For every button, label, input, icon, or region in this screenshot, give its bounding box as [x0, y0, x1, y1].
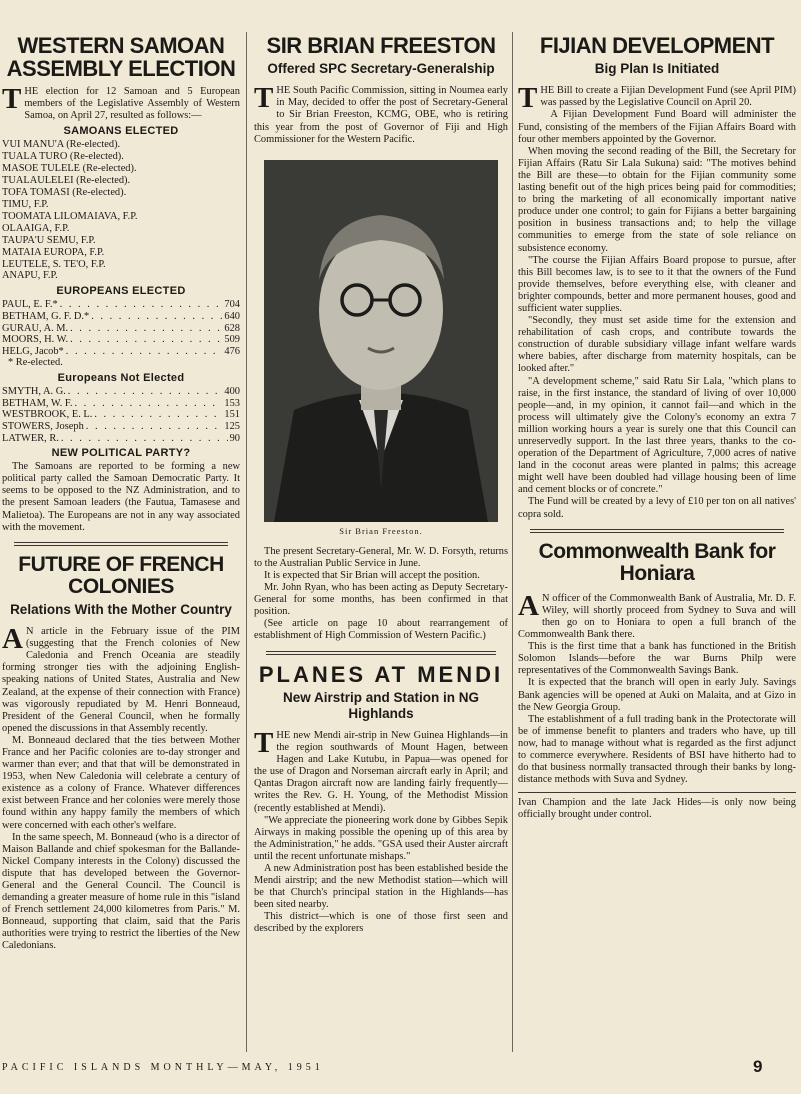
samoan-member: MATAIA EUROPA, F.P. — [2, 246, 105, 258]
vote-count: 400 — [224, 386, 240, 398]
page-footer: PACIFIC ISLANDS MONTHLY—MAY, 1951 — [2, 1062, 324, 1073]
freeston-para-2: It is expected that Sir Brian will accept the position. — [264, 569, 480, 581]
mendi-subhead: New Airstrip and Station in NG Highlands — [282, 689, 479, 721]
europeans-not-elected-list — [2, 386, 240, 444]
freeston-para-3: Mr. John Ryan, who has been acting as Deputy Secretary-General for some months, has been confirmed in that position. — [254, 582, 508, 618]
bank-para-1 — [518, 589, 796, 641]
mendi-headline: PLANES AT MENDI — [258, 661, 504, 687]
mendi-continuation: Ivan Champion and the late Jack Hides—is only now being officially brought under control. — [518, 797, 796, 821]
candidate-name: GURAU, A. M. — [2, 322, 69, 334]
bank-para-1-text: N officer of the Commonwealth Bank of Australia, Mr. D. F. Wiley, will shortly proceed from Sydney to Suva and will then go on to Honiara to open a full branch of the Commonwealth Bank there. — [518, 592, 796, 641]
freeston-para-1: The present Secretary-General, Mr. W. D. Forsyth, returns to the Australian Public Service in June. — [254, 545, 508, 569]
vote-count: 151 — [224, 409, 240, 421]
french-para-1 — [2, 623, 240, 735]
portrait-caption: Sir Brian Freeston. — [339, 525, 423, 536]
freeston-intro-text: HE South Pacific Commission, sitting in Noumea early in May, decided to offer the post of Secretary-General to Sir Brian Freeston, KCMG, OBE, who is retiring this year from the post of Governor of Fiji and High Commissioner for the Western Pacific. — [254, 85, 508, 145]
vote-count: 640 — [224, 310, 240, 322]
fiji-para-7: The Fund will be created by a levy of £10 per ton on all natives' copra sold. — [518, 496, 796, 520]
not-elected-heading: Europeans Not Elected — [57, 372, 185, 385]
european-elected-row — [2, 299, 240, 311]
portrait-illustration — [264, 160, 498, 522]
mendi-para-3: A new Administration post has been established beside the Mendi airstrip; and the new Methodist station—which will be that Church's principal station in the Highlands—has been sited nearby. — [254, 863, 508, 911]
candidate-name: HELG, Jacob* — [2, 345, 64, 357]
samoans-elected-heading: SAMOANS ELECTED — [63, 125, 179, 138]
european-not-elected-row — [2, 421, 240, 433]
column-middle — [254, 32, 508, 1064]
divider — [518, 792, 796, 793]
leader-dots — [61, 433, 228, 445]
party-heading: NEW POLITICAL PARTY? — [51, 447, 191, 460]
page-number: 9 — [753, 1057, 763, 1076]
european-not-elected-row — [2, 398, 240, 410]
candidate-name: LATWER, R. — [2, 432, 59, 444]
candidate-name: BETHAM, G. F. D.* — [2, 310, 90, 322]
bank-dropcap: A — [518, 589, 539, 622]
mendi-para-4: This district—which is one of those first seen and described by the explorers — [254, 911, 508, 935]
samoa-intro — [2, 83, 240, 122]
candidate-name: SMYTH, A. G. — [2, 386, 66, 398]
fiji-para-5: "Secondly, they must set aside time for the extension and rehabilitation of cash crops, and contribute towards the construction of durable subsidiary village infant welfare wards where babies, after discharge from maternity hospitals, can be looked after." — [518, 315, 796, 375]
party-text: The Samoans are reported to be forming a new political party called the Samoan Democratic Party. It seems to be opposed to the NZ Administration, and to the present Samoan leaders (the Fautua, Tamasese and Malietoa). The Europeans are not in any way associated with the movement. — [2, 461, 240, 533]
leader-dots — [74, 398, 222, 410]
divider — [266, 651, 496, 655]
vote-count: 153 — [224, 397, 240, 409]
fiji-para-6: "A development scheme," said Ratu Sir Lala, "which plans to raise, in the first instance, the standard of living of over 10,000 people—and, in my opinion, it cannot fail—and which in the process will ultimately give the Colony's economy an extra 7 million working hours a year is surely one that this Council can unreservedly support. In the last three years, thanks to the co-operation of the Department of Agriculture, 7,000 acres of native land in the coconut areas were planted in palms; this acreage might well have been doubled had village housing been of lime and cement blocks or of concrete." — [518, 375, 796, 496]
samoan-member: TOOMATA LILOMAIAVA, F.P. — [2, 210, 138, 222]
leader-dots — [60, 299, 223, 311]
freeston-subhead: Offered SPC Secretary-Generalship — [267, 61, 495, 77]
fiji-para-3: When moving the second reading of the Bill, the Secretary for Fijian Affairs (Ratu Sir Lala Sukuna) said: "The motives behind the Bill are these—to obtain for the Fijian community some lasting benefit out of the high prices being paid for commodities; to bring the marketing of all economically important native produce under one control; to gain for Fijians a better bargaining position in business transactions and; to help the village communities to emerge from the state of sole reliance on subsistence economy. — [518, 145, 796, 254]
french-para-2: M. Bonneaud declared that the ties between Mother France and her Pacific colonies are to-day stronger and warmer than ever; and that that will be demonstrated in 1953, when New Caledonia will celebrate a century of existence as a colony of France. Whatever differences exist between France and her colonies were merely those found within any happy family the members of which were concerned with each other's welfare. — [2, 734, 240, 831]
samoa-headline: WESTERN SAMOAN ASSEMBLY ELECTION — [6, 33, 236, 82]
candidate-name: PAUL, E. F.* — [2, 299, 58, 311]
samoan-member: TUALAULELEI (Re-elected). — [2, 175, 131, 187]
samoan-member: TUALA TURO (Re-elected). — [2, 151, 124, 163]
vote-count: 704 — [224, 299, 240, 311]
divider — [530, 529, 784, 533]
mendi-dropcap: T — [254, 726, 274, 759]
leader-dots — [91, 311, 222, 323]
samoan-member: TAUPA'U SEMU, F.P. — [2, 234, 96, 246]
fiji-subhead: Big Plan Is Initiated — [594, 61, 720, 77]
vote-count: 125 — [224, 421, 240, 432]
french-subhead: Relations With the Mother Country — [10, 601, 232, 617]
vote-count: 628 — [224, 322, 240, 334]
european-elected-row — [2, 311, 240, 323]
fiji-para-4: "The course the Fijian Affairs Board propose to pursue, after this Bill becomes law, is to see to it that the owners of the Fund provide themselves, before everything else, with cleaner and brighter compounds, better and more permanent houses, good and sufficient water supplies. — [518, 254, 796, 314]
fiji-para-1-text: HE Bill to create a Fijian Development Fund (see April PIM) was passed by the Legislative Council on April 20. — [540, 85, 796, 109]
divider — [14, 542, 228, 546]
freeston-intro — [254, 82, 508, 145]
leader-dots — [70, 334, 222, 346]
french-headline: FUTURE OF FRENCH COLONIES — [18, 552, 224, 598]
column-divider — [512, 32, 513, 1052]
fiji-dropcap: T — [518, 82, 538, 115]
bank-para-4: The establishment of a full trading bank in the Protectorate will be of immense benefit to planters and traders who have, up till now, had to manage without what is regarded as the first adjunct to commerce everywhere. Residents of BSI have hitherto had to do that business normally transacted through their banks by long-distance methods with Suva and Sydney. — [518, 713, 796, 786]
mendi-para-2: "We appreciate the pioneering work done by Gibbes Sepik Airways in making possible the opening up of this area by the Administration," he adds. "GSA used their Auster aircraft until the recent unfortunate mishaps." — [254, 814, 508, 862]
column-right — [518, 32, 796, 1064]
candidate-name: MOORS, H. W. — [2, 334, 69, 346]
freeston-headline: SIR BRIAN FREESTON — [266, 33, 496, 58]
samoan-member: TIMU, F.P. — [2, 199, 49, 210]
europeans-elected-heading: EUROPEANS ELECTED — [56, 285, 186, 298]
samoan-member: ANAPU, F.P. — [2, 270, 58, 282]
leader-dots — [86, 421, 223, 433]
french-dropcap: A — [2, 623, 23, 656]
french-para-3: In the same speech, M. Bonneaud (who is a director of Maison Ballande and chief spokesman for the Ballande-Nickel Company interests in the Colony) discussed the dispute that has developed between the Governor-General and the General Council. The Council is demanding a greater measure of home rule in this "island of French settlement 24,000 kilometres from Paris." M. Bonneaud, supporting that claim, said that the Paris authorities were trying to restrict the liberties of the New Caledonians. — [2, 831, 240, 952]
samoa-intro-text: HE election for 12 Samoan and 5 European members of the Legislative Assembly of Western Samoa, on April 27, resulted as follows:— — [24, 86, 240, 122]
european-elected-row — [2, 323, 240, 335]
freeston-dropcap: T — [254, 82, 274, 115]
samoan-member: TOFA TOMASI (Re-elected). — [2, 187, 127, 199]
european-elected-row — [2, 334, 240, 346]
vote-count: 90 — [229, 432, 240, 444]
samoans-list — [2, 139, 240, 282]
samoa-dropcap: T — [2, 83, 22, 116]
european-not-elected-row — [2, 409, 240, 421]
candidate-name: BETHAM, W. F. — [2, 397, 73, 409]
vote-count: 509 — [224, 334, 240, 346]
leader-dots — [68, 386, 223, 398]
bank-headline: Commonwealth Bank for Honiara — [538, 539, 776, 585]
candidate-name: WESTBROOK, E. L. — [2, 409, 93, 421]
european-not-elected-row — [2, 433, 240, 445]
european-elected-row — [2, 346, 240, 358]
leader-dots — [94, 409, 222, 421]
samoan-member: OLAAIGA, F.P. — [2, 222, 70, 234]
mendi-para-1-text: HE new Mendi air-strip in New Guinea Highlands—in the region southwards of Mount Hagen, between Hagen and Lake Kutubu, in Papua—was opened for the use of Dragon and Norseman aircraft early in April; and Qantas Dragon aircraft now are landing fairly frequently—writes the Rev. G. H. Young, of the Methodist Mission (recently established at Mendi). — [254, 729, 508, 814]
vote-count: 476 — [224, 345, 240, 357]
leader-dots — [66, 346, 223, 358]
bank-para-3: It is expected that the branch will open in early July. Savings Bank agencies will be opened at Auki on Malaita, and at Gizo in the New Georgia Group. — [518, 677, 796, 713]
column-left — [2, 32, 240, 1064]
samoan-member: VUI MANU'A (Re-elected). — [2, 139, 121, 151]
reelected-note: * Re-elected. — [8, 357, 63, 369]
candidate-name: STOWERS, Joseph — [2, 421, 84, 432]
freeston-para-4: (See article on page 10 about rearrangement of establishment of High Commission of Western Pacific.) — [254, 618, 508, 642]
leader-dots — [70, 323, 222, 335]
french-para-1-text: N article in the February issue of the PIM (suggesting that the French colonies of New Caledonia and French Oceania are steadily forming stronger ties with the adjoining English-speaking nations of United States, Australia and New Zealand, at the expense of their connection with France) was vigorously repudiated by M. Henri Bonneaud, President of the General Council, when he formally opened the discussions in that Assembly recently. — [2, 626, 240, 734]
samoan-member: LEUTELE, S. TE'O, F.P. — [2, 258, 106, 270]
mendi-para-1 — [254, 726, 508, 815]
portrait-photo — [264, 160, 498, 522]
column-divider — [246, 32, 247, 1052]
bank-para-2: This is the first time that a bank has functioned in the British Solomon Islands—before the war Burns Philp were representatives of the Commonwealth Savings Bank. — [518, 641, 796, 677]
samoan-member: MASOE TULELE (Re-elected). — [2, 163, 137, 175]
europeans-elected-list — [2, 299, 240, 357]
european-not-elected-row — [2, 386, 240, 398]
fiji-headline: FIJIAN DEVELOPMENT — [539, 33, 775, 58]
fiji-para-2: A Fijian Development Fund Board will administer the Fund, consisting of the members of the Fijian Affairs Board with four other members appointed by the Governor. — [518, 109, 796, 145]
fiji-para-1 — [518, 82, 796, 115]
